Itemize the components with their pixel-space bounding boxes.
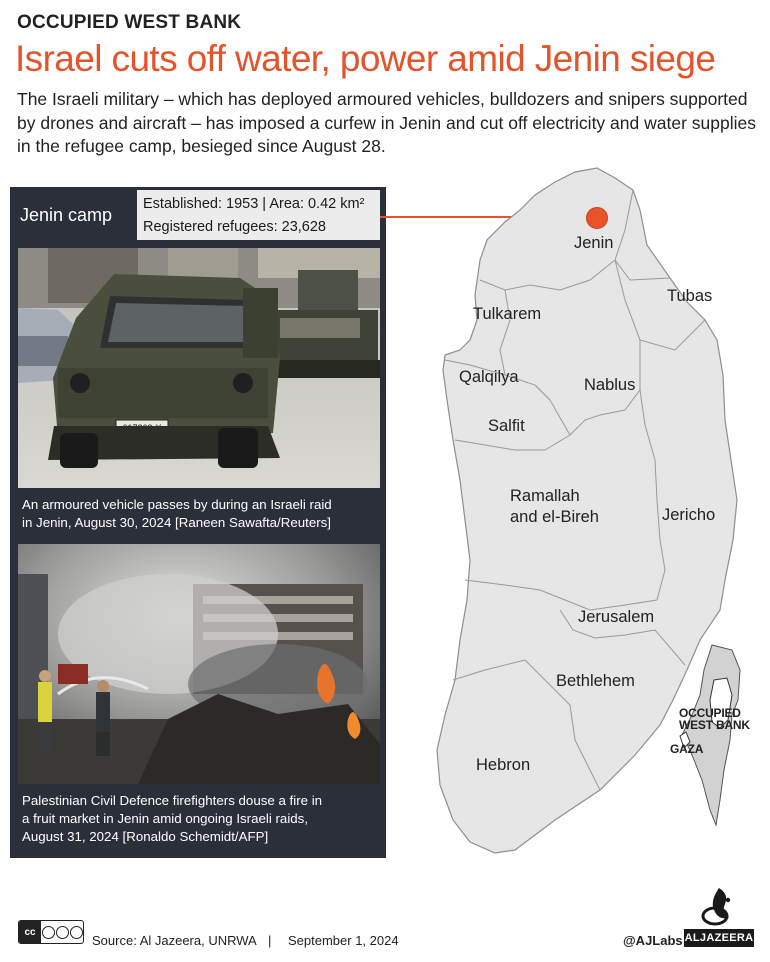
- jenin-location-pin: [586, 207, 608, 229]
- photo2-caption-line2: a fruit market in Jenin amid ongoing Israeli raids,: [22, 811, 309, 826]
- photo2-caption-line1: Palestinian Civil Defence firefighters douse a fire in: [22, 793, 323, 808]
- photo2-caption-line3: August 31, 2024 [Ronaldo Schemidt/AFP]: [22, 829, 269, 844]
- photo1-caption-line2: in Jenin, August 30, 2024 [Raneen Sawafta/Reuters]: [22, 515, 331, 530]
- footer-separator: |: [268, 933, 272, 948]
- creative-commons-badge: [18, 920, 84, 944]
- camp-area: Area: 0.42 km²: [269, 196, 365, 212]
- label-jericho: Jericho: [662, 506, 716, 524]
- label-ramallah: Ramallah: [510, 487, 580, 505]
- nc-icon: [56, 926, 69, 939]
- inset-label-occupied: OCCUPIED: [679, 706, 741, 720]
- source-credit: Source: Al Jazeera, UNRWA: [92, 933, 257, 948]
- camp-established-area: [143, 196, 364, 212]
- label-tubas: Tubas: [667, 287, 713, 305]
- label-hebron: Hebron: [476, 756, 531, 774]
- label-el-bireh: and el-Bireh: [510, 508, 599, 526]
- label-tulkarem: Tulkarem: [473, 305, 542, 323]
- photo2-caption: [22, 792, 372, 846]
- inset-map: [672, 640, 752, 830]
- camp-name: Jenin camp: [20, 205, 113, 225]
- camp-refugees: Registered refugees: 23,628: [143, 219, 326, 235]
- publish-date: September 1, 2024: [288, 933, 399, 948]
- cc-icon: cc: [19, 921, 41, 943]
- photo1-caption: [22, 496, 372, 532]
- inset-label-west-bank: WEST BANK: [679, 718, 750, 732]
- by-icon: [42, 926, 55, 939]
- aj-labs-handle: @AJLabs: [623, 933, 683, 948]
- headline: Israel cuts off water, power amid Jenin siege: [15, 38, 716, 79]
- intro-paragraph: The Israeli military – which has deployed armoured vehicles, bulldozers and snipers supported by drones and aircraft – has imposed a curfew in Jenin and cut off electricity and water supplies in the refugee camp, besieged since August 28.: [17, 89, 756, 156]
- label-jenin: Jenin: [574, 234, 614, 252]
- photo1-caption-line1: An armoured vehicle passes by during an Israeli raid: [22, 497, 332, 512]
- label-salfit: Salfit: [488, 417, 525, 435]
- inset-israel-outline: [682, 645, 740, 825]
- inset-label-gaza: GAZA: [670, 742, 704, 756]
- label-nablus: Nablus: [584, 376, 636, 394]
- kicker: OCCUPIED WEST BANK: [17, 12, 242, 33]
- label-jerusalem: Jerusalem: [578, 608, 655, 626]
- camp-established: Established: 1953 |: [143, 196, 267, 212]
- label-qalqilya: Qalqilya: [459, 368, 519, 386]
- label-bethlehem: Bethlehem: [556, 672, 635, 690]
- market-fire-photo: [18, 544, 380, 784]
- armoured-vehicle-photo: [18, 248, 380, 488]
- al-jazeera-wordmark: ALJAZEERA: [684, 929, 754, 947]
- sa-icon: [70, 926, 83, 939]
